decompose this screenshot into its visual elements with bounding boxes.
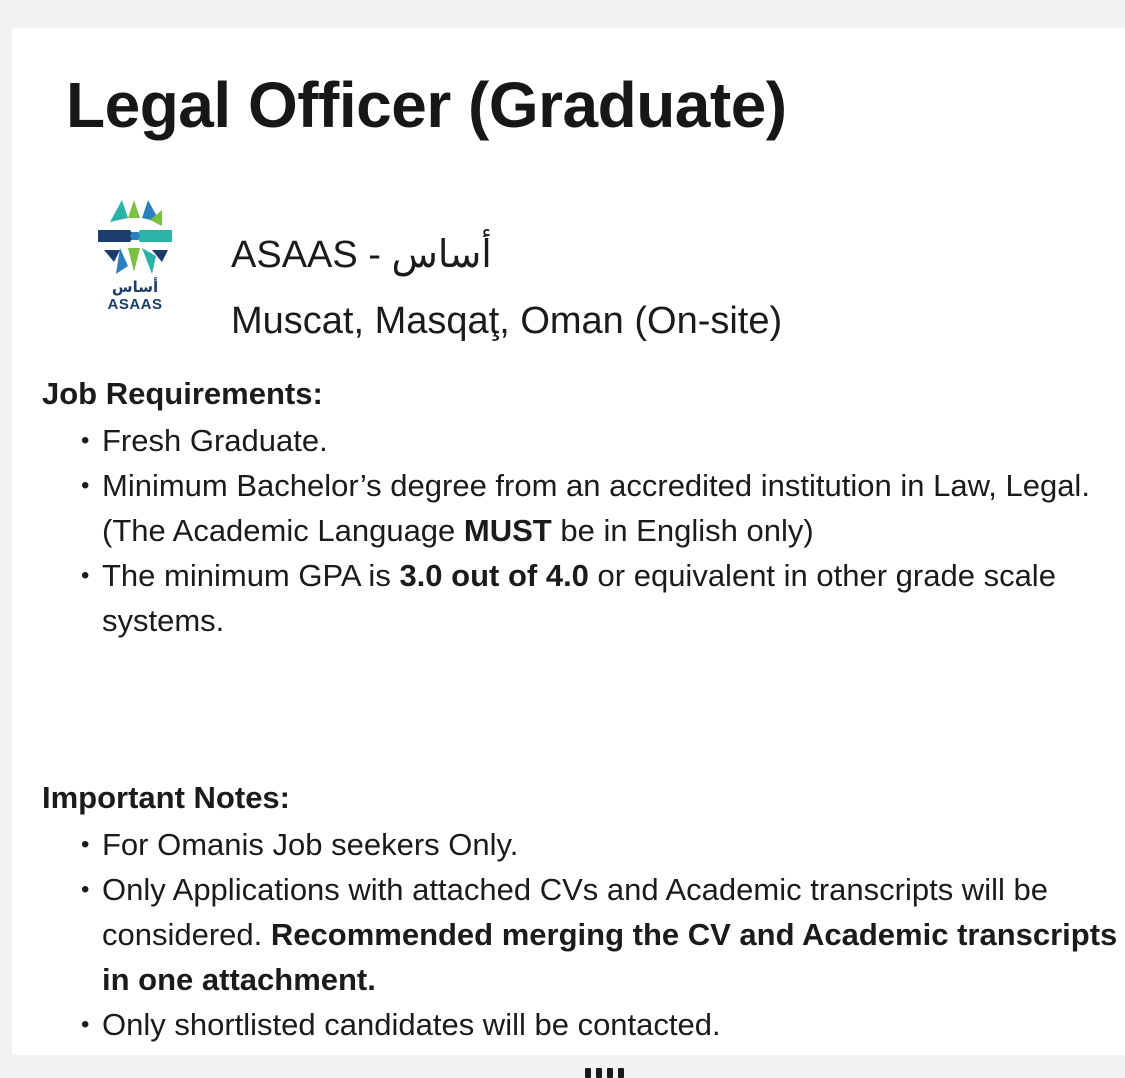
note-text: Only Applications with attached CVs and Academic transcripts will be considered. <box>102 872 1048 952</box>
logo-latin-text: ASAAS <box>107 296 163 313</box>
bullet-icon: • <box>81 562 90 589</box>
list-item <box>82 867 1122 1002</box>
job-post-card <box>12 28 1125 1055</box>
note-emphasis: Recommended merging the CV and Academic transcripts in one attachment. <box>102 917 1118 997</box>
logo-arabic-text: أساس <box>111 279 159 296</box>
requirement-text: Fresh Graduate. <box>102 423 328 458</box>
list-item <box>82 1002 1122 1047</box>
requirement-emphasis: MUST <box>463 513 552 548</box>
list-item <box>82 463 1122 553</box>
requirement-emphasis: 3.0 out of 4.0 <box>399 558 589 593</box>
requirement-text: Minimum Bachelor’s degree from an accredited institution in Law, Legal. (The Academic Language <box>102 468 1090 548</box>
list-item <box>82 822 1122 867</box>
requirement-text: be in English only) <box>551 513 814 548</box>
requirement-text: The minimum GPA is <box>102 558 400 593</box>
job-location: Muscat, Masqaţ, Oman (On-site) <box>231 300 783 342</box>
requirement-text: or equivalent in other grade scale systems. <box>102 558 1056 638</box>
company-name[interactable]: ASAAS - أساس <box>231 234 492 276</box>
job-title: Legal Officer (Graduate) <box>66 69 787 141</box>
bullet-icon: • <box>81 876 90 903</box>
list-item <box>82 418 1122 463</box>
requirements-list <box>82 418 1122 643</box>
requirements-heading: Job Requirements: <box>42 376 323 411</box>
bullet-icon: • <box>81 427 90 454</box>
note-text: For Omanis Job seekers Only. <box>102 827 519 862</box>
notes-list <box>82 822 1122 1047</box>
company-logo <box>90 196 180 318</box>
cut-off-next-section <box>585 1066 635 1078</box>
bullet-icon: • <box>81 831 90 858</box>
notes-heading: Important Notes: <box>42 780 290 815</box>
bullet-icon: • <box>81 1011 90 1038</box>
bullet-icon: • <box>81 472 90 499</box>
note-text: Only shortlisted candidates will be contacted. <box>102 1007 721 1042</box>
list-item <box>82 553 1122 643</box>
asaas-logo-mark-icon <box>90 196 180 280</box>
